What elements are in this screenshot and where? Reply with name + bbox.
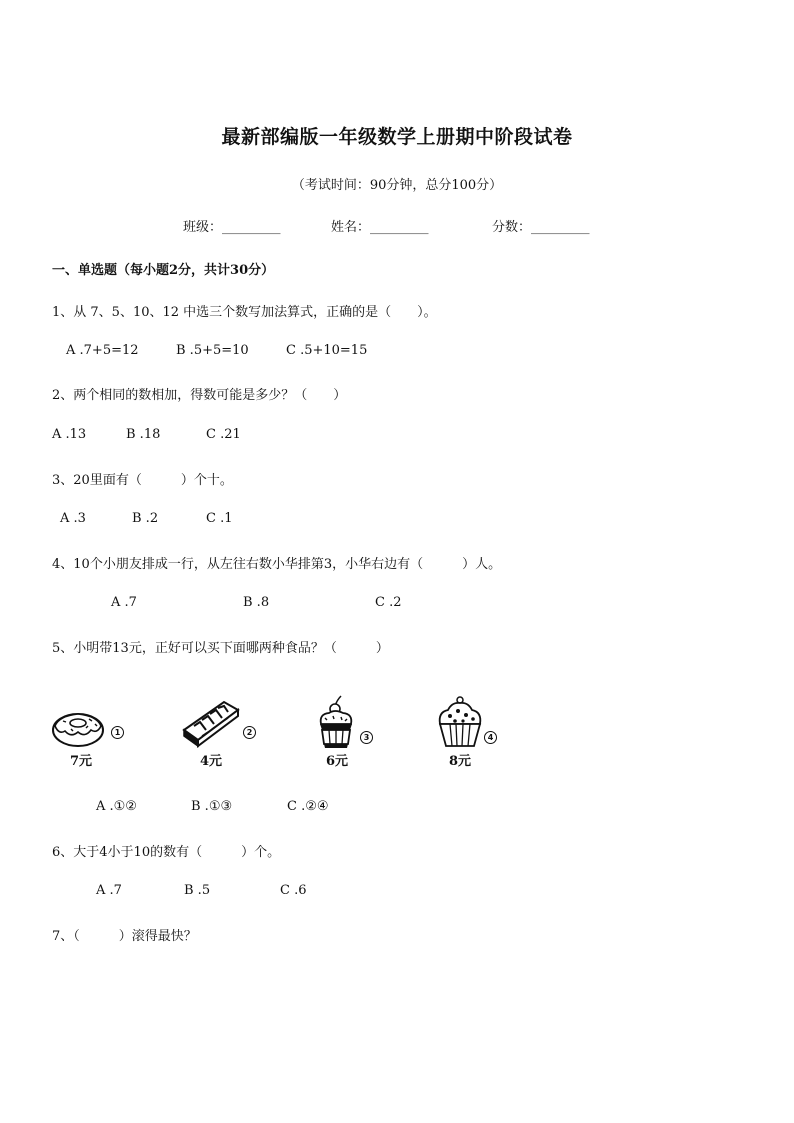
exam-subtitle: （考试时间：90分钟，总分100分） bbox=[291, 178, 503, 193]
q6-option-b: B .5 bbox=[184, 883, 211, 898]
question-3: 3、20里面有（ ）个十。 bbox=[52, 473, 233, 488]
food-marker-1: 1 bbox=[111, 726, 124, 739]
question-5: 5、小明带13元，正好可以买下面哪两种食品？（ ） bbox=[52, 641, 389, 656]
q5-option-a: A .①② bbox=[96, 799, 137, 814]
food-price-2: 4元 bbox=[200, 754, 223, 769]
question-6: 6、大于4小于10的数有（ ）个。 bbox=[52, 845, 281, 860]
food-marker-4: 4 bbox=[484, 731, 497, 744]
q1-option-b: B .5+5=10 bbox=[176, 343, 249, 358]
food-price-1: 7元 bbox=[70, 754, 93, 769]
question-1: 1、从 7、5、10、12 中选三个数写加法算式，正确的是（ ）。 bbox=[52, 305, 437, 320]
question-2: 2、两个相同的数相加，得数可能是多少？（ ） bbox=[52, 388, 347, 403]
score-field: 分数：_________ bbox=[492, 220, 590, 235]
q1-option-a: A .7+5=12 bbox=[66, 343, 139, 358]
name-field: 姓名：_________ bbox=[331, 220, 429, 235]
food-price-4: 8元 bbox=[449, 754, 472, 769]
q3-option-b: B .2 bbox=[132, 511, 159, 526]
donut-icon bbox=[51, 704, 107, 748]
food-marker-2: 2 bbox=[243, 726, 256, 739]
q2-option-a: A .13 bbox=[52, 427, 87, 442]
q1-option-c: C .5+10=15 bbox=[286, 343, 368, 358]
q3-option-a: A .3 bbox=[60, 511, 86, 526]
q3-option-c: C .1 bbox=[206, 511, 233, 526]
q4-option-a: A .7 bbox=[111, 595, 137, 610]
food-price-3: 6元 bbox=[326, 754, 349, 769]
q4-option-c: C .2 bbox=[375, 595, 402, 610]
q4-option-b: B .8 bbox=[243, 595, 270, 610]
section-heading: 一、单选题（每小题2分，共计30分） bbox=[52, 263, 275, 278]
exam-title: 最新部编版一年级数学上册期中阶段试卷 bbox=[221, 126, 573, 148]
q5-option-b: B .①③ bbox=[191, 799, 233, 814]
q6-option-c: C .6 bbox=[280, 883, 307, 898]
cherry-cake-icon bbox=[315, 694, 357, 750]
q6-option-a: A .7 bbox=[96, 883, 122, 898]
q2-option-b: B .18 bbox=[126, 427, 161, 442]
q5-option-c: C .②④ bbox=[287, 799, 329, 814]
question-7: 7、（ ）滚得最快？ bbox=[52, 929, 197, 944]
food-marker-3: 3 bbox=[360, 731, 373, 744]
q2-option-c: C .21 bbox=[206, 427, 241, 442]
cupcake-icon bbox=[436, 694, 484, 748]
question-4: 4、10个小朋友排成一行，从左往右数小华排第3，小华右边有（ ）人。 bbox=[52, 557, 502, 572]
wafer-icon bbox=[180, 696, 242, 748]
class-field: 班级：_________ bbox=[183, 220, 281, 235]
